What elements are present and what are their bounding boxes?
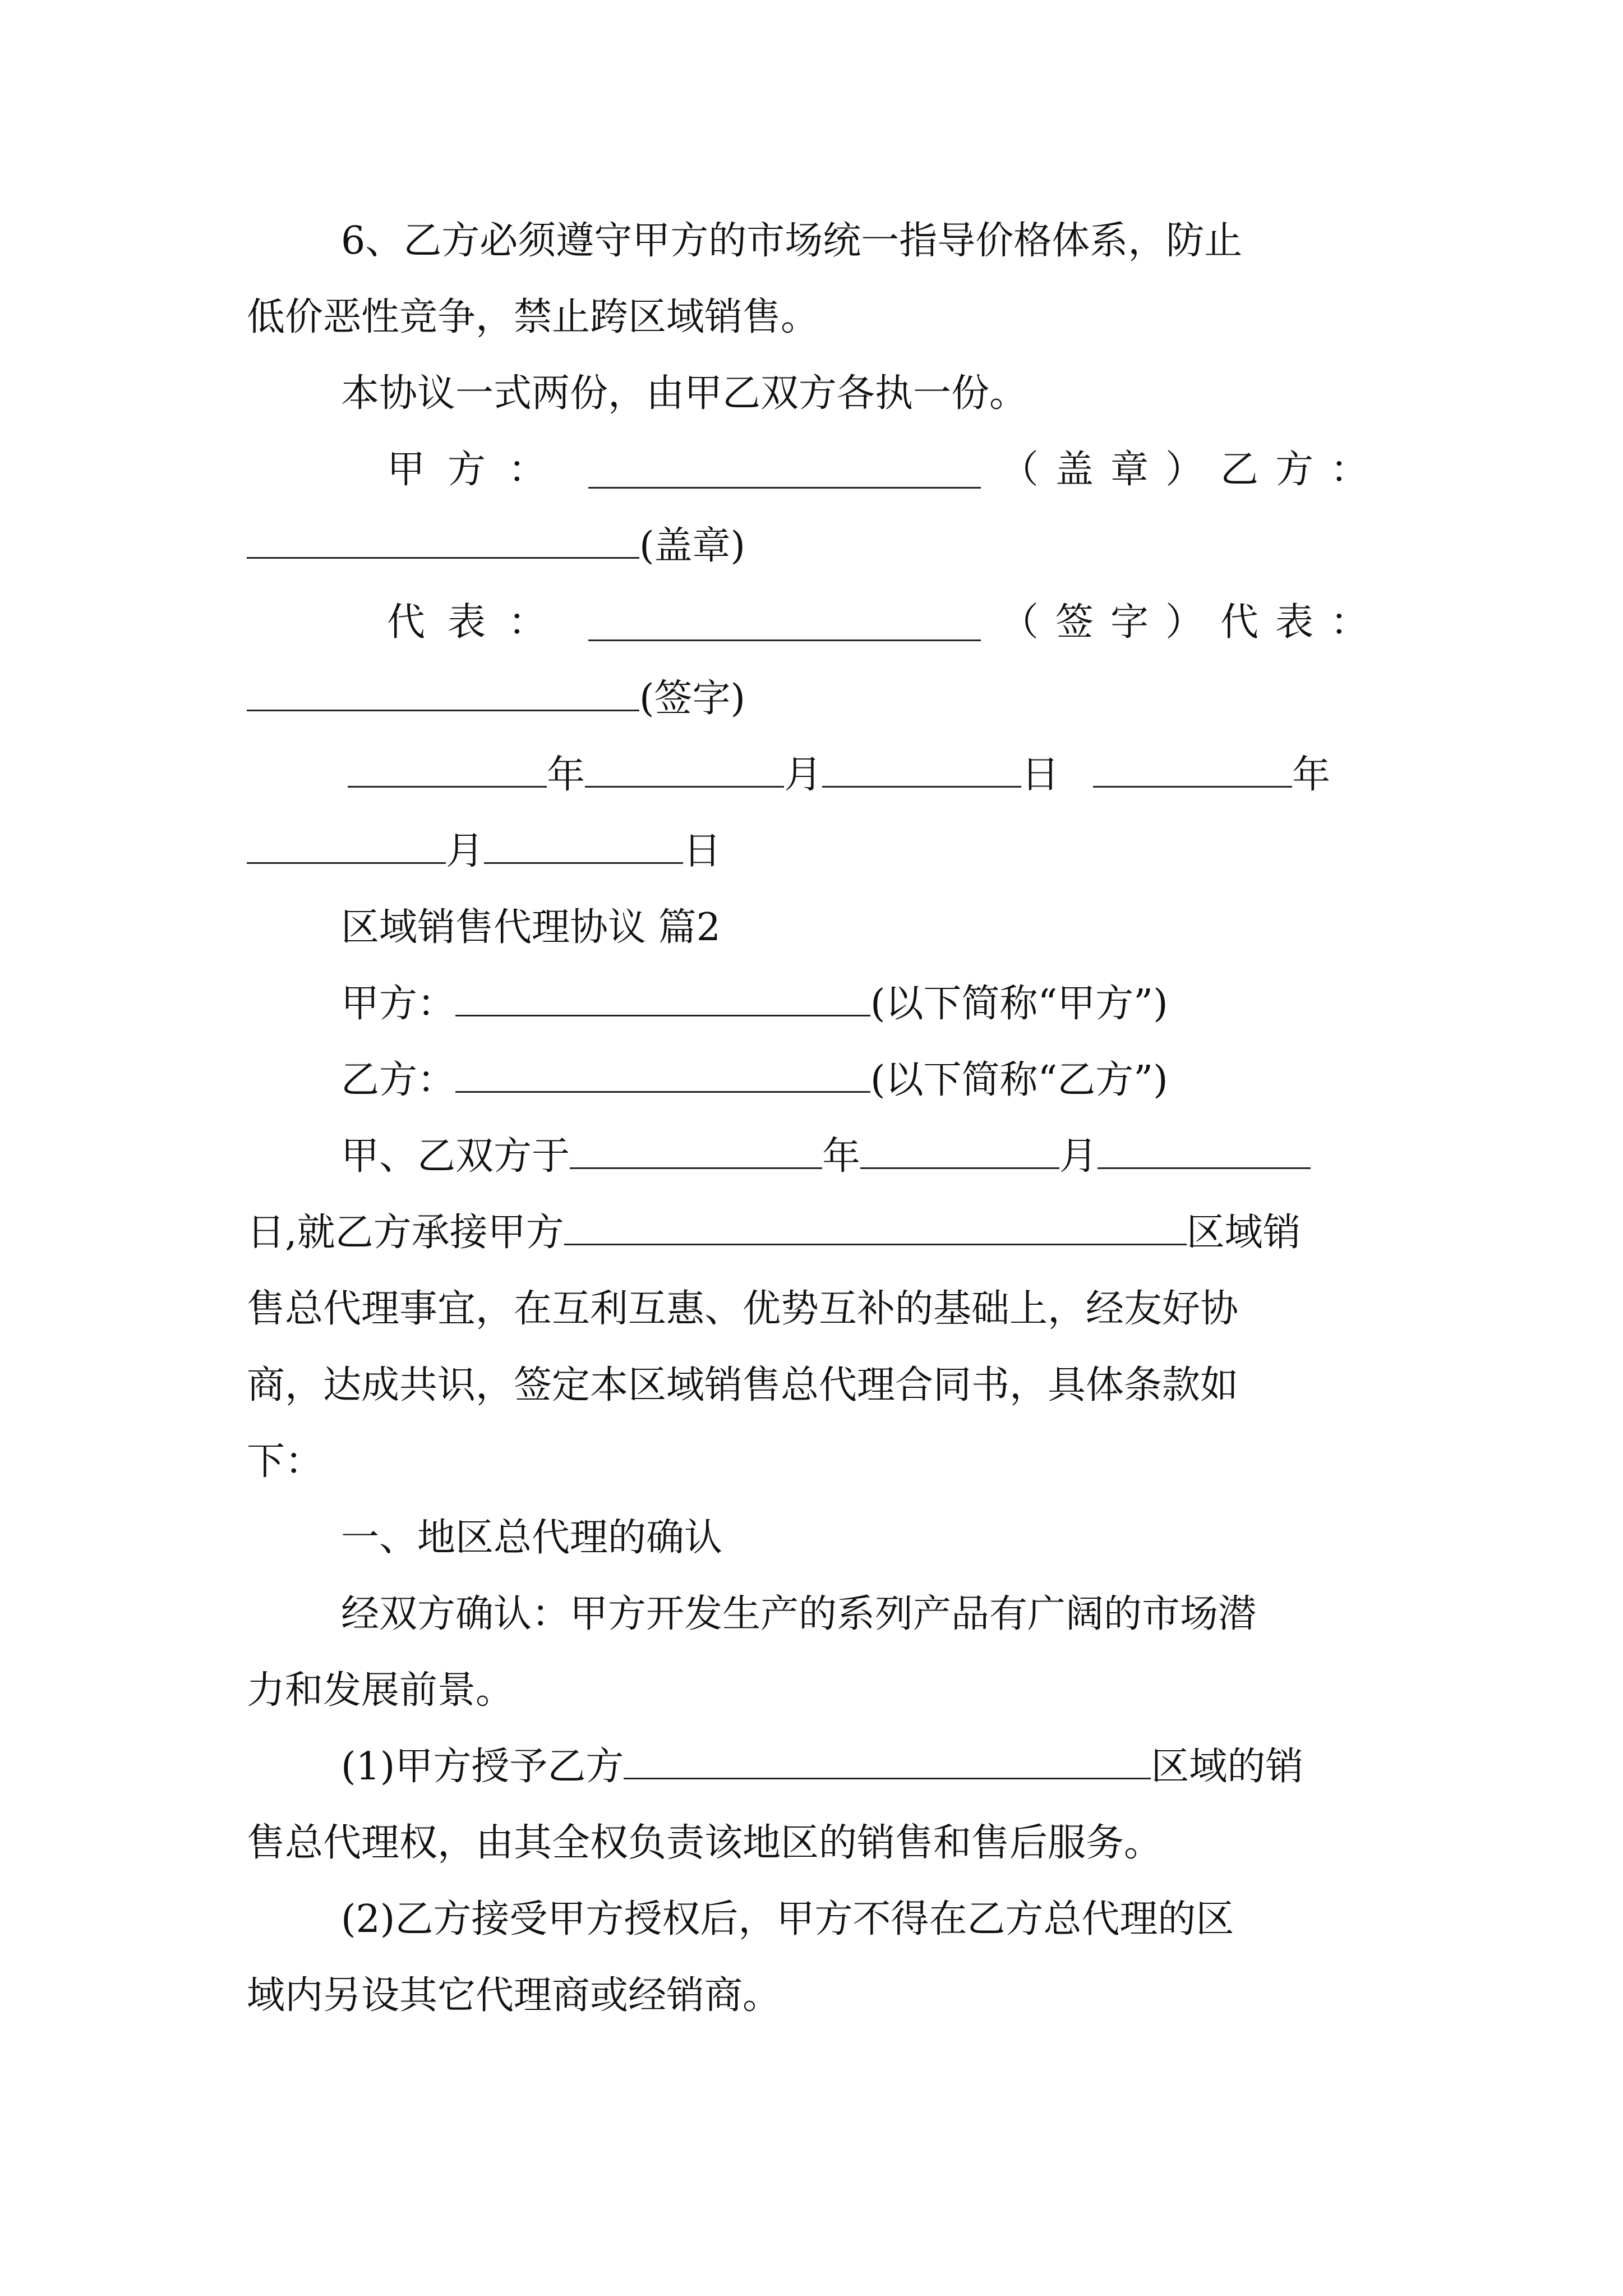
intro-day-blank [1098,1133,1311,1169]
date-line-1 [348,747,1385,803]
sign-line-2 [247,671,1385,727]
item-1-region-blank [624,1743,1151,1779]
rep-b-blank [247,675,639,711]
party-a-blank [588,452,981,489]
intro-day-prefix: 日,就乙方承接甲方 [247,1211,564,1255]
seal-mid-label: （盖章）乙方： [1000,448,1385,492]
party-a-line [341,976,1385,1032]
item-1-suffix: 区域的销 [1151,1745,1304,1789]
month-label-b: 月 [446,829,485,873]
party-b-abbrev: (以下简称“乙方”) [870,1058,1168,1102]
day-blank-b [484,827,683,864]
party-b-name-blank [455,1056,870,1093]
intro-prefix: 甲、乙双方于 [341,1134,570,1179]
confirm-line-1: 经双方确认：甲方开发生产的系列产品有广阔的市场潜 [341,1592,1257,1636]
rep-b-sign-label: (签字) [639,677,746,721]
rep-a-label: 代表： [387,600,569,645]
seal-line-2 [247,518,1385,574]
day-label-b: 日 [683,829,722,873]
item-1-line-1 [341,1739,1385,1795]
party-b-label: 乙方： [341,1058,456,1102]
party-a-seal-label: 甲方： [387,448,569,492]
year-label-b: 年 [1292,753,1331,797]
intro-month-blank [860,1133,1059,1169]
intro-line-5: 下： [247,1439,324,1484]
year-label-a: 年 [547,753,585,797]
sign-mid-label: （签字）代表： [1000,600,1385,645]
section-title: 区域销售代理协议 篇2 [341,905,721,950]
sign-line [387,595,1385,651]
intro-year-blank [570,1133,822,1169]
intro-line-4: 商，达成共识，签定本区域销售总代理合同书，具体条款如 [247,1363,1239,1407]
confirm-line-2: 力和发展前景。 [247,1668,514,1713]
item-2-line-1: (2)乙方接受甲方授权后，甲方不得在乙方总代理的区 [341,1897,1234,1941]
party-a-label: 甲方： [341,982,456,1026]
intro-suffix: 区域销 [1186,1211,1301,1255]
intro-year-label: 年 [822,1134,861,1179]
month-label-a: 月 [784,753,823,797]
intro-line-3: 售总代理事宜，在互利互惠、优势互补的基础上，经友好协 [247,1287,1239,1331]
intro-region-blank [564,1209,1187,1245]
clause-6-line-2: 低价恶性竞争，禁止跨区域销售。 [247,295,819,339]
intro-line-2 [247,1205,1385,1261]
month-blank-b [247,827,446,864]
heading-1: 一、地区总代理的确认 [341,1516,723,1560]
party-b-line [341,1052,1385,1108]
party-b-seal-label: (盖章) [639,524,746,568]
seal-line [387,442,1385,498]
rep-a-blank [588,605,981,641]
day-blank-a [822,751,1021,788]
year-blank-a [348,751,547,788]
day-label-a: 日 [1021,753,1060,797]
item-1-line-2: 售总代理权，由其全权负责该地区的销售和售后服务。 [247,1821,1163,1865]
year-blank-b [1093,751,1292,788]
party-b-seal-blank [247,522,639,559]
month-blank-a [585,751,784,788]
intro-month-label: 月 [1059,1134,1098,1179]
date-line-2 [247,823,1385,880]
intro-line-1 [341,1129,1385,1185]
item-2-line-2: 域内另设其它代理商或经销商。 [247,1973,781,2018]
clause-6-line-1: 6、乙方必须遵守甲方的市场统一指导价格体系，防止 [341,219,1243,263]
item-1-prefix: (1)甲方授予乙方 [341,1745,624,1789]
party-a-abbrev: (以下简称“甲方”) [870,982,1168,1026]
copies-statement: 本协议一式两份，由甲乙双方各执一份。 [341,371,1028,416]
party-a-name-blank [455,980,870,1016]
